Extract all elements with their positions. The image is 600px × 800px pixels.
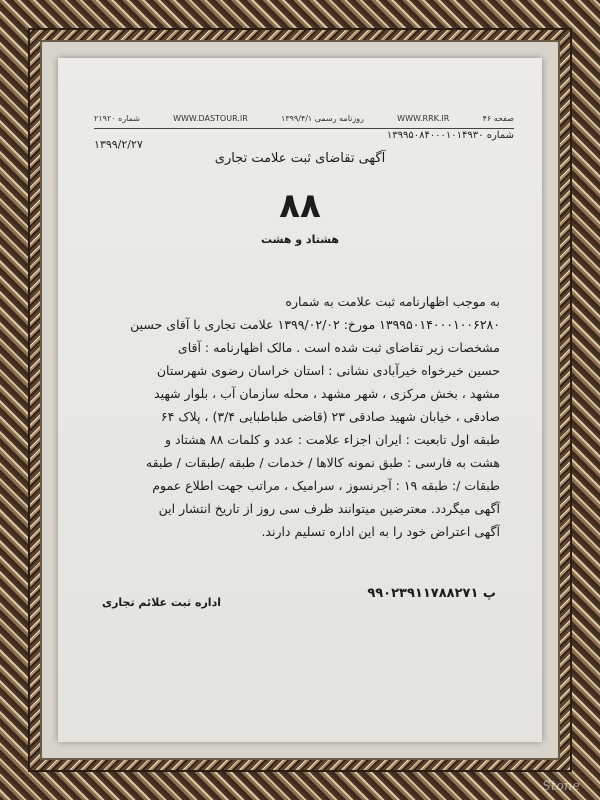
body-line: هشت به فارسی : طبق نمونه کالاها / خدمات / طبقه /طبقات / طبقه	[145, 455, 500, 470]
body-line: حسین خیرخواه خیرآبادی نشانی : استان خراسان رضوی شهرستان	[156, 363, 500, 378]
issue-number: شماره ۲۱۹۲۰	[94, 113, 140, 123]
notice-body	[102, 290, 500, 543]
official-gazette-date: روزنامه رسمی ۱۳۹۹/۴/۱	[281, 113, 364, 123]
body-line: آگهی اعتراض خود را به این اداره تسلیم دارند.	[261, 524, 500, 539]
tracking-code: پ ۹۹۰۲۳۹۱۱۷۸۸۲۷۱	[367, 586, 496, 601]
issuing-office: اداره ثبت علائم تجاری	[102, 596, 221, 609]
site-left: WWW.DASTOUR.IR	[173, 113, 248, 123]
body-line: مشخصات زیر تقاضای ثبت شده است . مالک اظهارنامه : آقای	[177, 340, 500, 355]
watermark: Stone	[541, 779, 580, 794]
trademark-number: ۸۸	[279, 186, 321, 226]
header-divider	[94, 128, 514, 129]
body-line: مشهد ، بخش مرکزی ، شهر مشهد ، محله سازمان آب ، بلوار شهید	[154, 386, 500, 401]
body-line: به موجب اظهارنامه ثبت علامت به شماره	[285, 294, 500, 309]
trademark-words: هشتاد و هشت	[260, 233, 340, 246]
body-line: آگهی میگردد. معترضین میتوانند ظرف سی روز از تاریخ انتشار این	[158, 501, 500, 516]
page-label: صفحه ۴۶	[482, 113, 514, 123]
notice-paper	[58, 58, 542, 742]
body-line: طبقات /: طبقه ۱۹ : آجرنسوز ، سرامیک ، مراتب جهت اطلاع عموم	[152, 478, 500, 493]
registration-number: شماره ۱۳۹۹۵۰۸۴۰۰۰۱۰۱۴۹۳۰	[386, 130, 514, 141]
gazette-header	[94, 110, 514, 126]
notice-title: آگهی تقاضای ثبت علامت تجاری	[214, 151, 386, 166]
site-right: WWW.RRK.IR	[397, 113, 450, 123]
body-line: طبقه اول تابعیت : ایران اجزاء علامت : عدد و کلمات ۸۸ هشتاد و	[165, 432, 500, 447]
notice-date: ۱۳۹۹/۲/۲۷	[94, 138, 143, 151]
body-line: صادقی ، خیابان شهید صادقی ۲۳ (قاضی طباطبایی ۳/۴) ، پلاک ۶۴	[160, 409, 500, 424]
body-line: ۱۳۹۹۵۰۱۴۰۰۰۱۰۰۶۲۸۰ مورخ: ۱۳۹۹/۰۲/۰۲ علامت تجاری با آقای حسین	[130, 317, 500, 332]
